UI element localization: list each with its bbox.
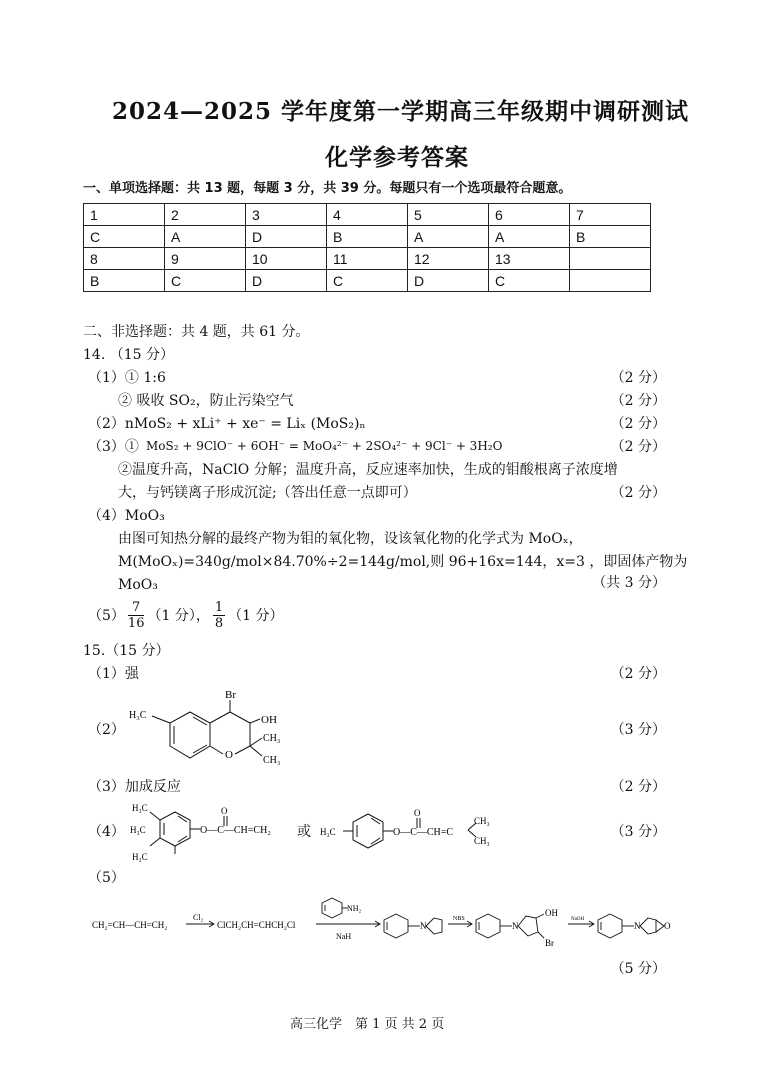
carbonyl-oxygen-label: O: [221, 806, 228, 816]
q14-p3a-equation: MoS₂ + 9ClO⁻ + 6OH⁻ = MoO₄²⁻ + 2SO₄²⁻ + 9Cl⁻ + 3H₂O: [146, 439, 503, 453]
nitrogen-label-2: N: [512, 921, 519, 931]
q15-p4: （4）: [88, 824, 125, 840]
fraction1-numerator: 7: [128, 600, 145, 616]
table-row: [84, 248, 651, 270]
q14-p5: [88, 600, 283, 631]
table-cell: [570, 248, 651, 270]
q15-p3: （3）加成反应: [88, 779, 181, 795]
q15-p5-synthesis-route: [90, 894, 690, 952]
page-title: 2024—2025 学年度第一学期高三年级期中调研测试: [112, 98, 690, 125]
page-footer: 高三化学 第 1 页 共 2 页: [290, 1017, 445, 1032]
q14-p5-mid: （1 分），: [147, 607, 210, 624]
q14-label: 14. （15 分）: [83, 347, 174, 363]
chlorine-reagent-label: Cl₂: [193, 913, 204, 922]
q14-p3b-score: （2 分）: [610, 485, 666, 501]
table-cell: 1: [84, 204, 165, 226]
q14-p5-fraction1: [128, 600, 145, 631]
table-cell: 2: [165, 204, 246, 226]
section1-heading: 一、单项选择题：共 13 题，每题 3 分，共 39 分。每题只有一个选项最符合题意。: [83, 181, 572, 196]
q14-p2: （2）nMoS₂ + xLi⁺ + xe⁻ = Liₓ (MoS₂)ₙ: [88, 416, 366, 432]
table-cell: B: [570, 226, 651, 248]
epoxide-oxygen-label: O: [664, 921, 671, 931]
q14-p2-score: （2 分）: [610, 416, 666, 432]
methyl-label-2: CH₃: [263, 755, 281, 766]
table-cell: D: [408, 270, 489, 292]
table-cell: D: [246, 226, 327, 248]
carbonyl-oxygen-label-2: O: [414, 808, 421, 818]
fraction2-numerator: 1: [214, 600, 224, 615]
q14-p5-fraction2: [213, 600, 225, 631]
table-row: [84, 204, 651, 226]
q14-p1b: ② 吸收 SO₂，防止污染空气: [118, 393, 294, 409]
q14-p1b-score: （2 分）: [610, 393, 666, 409]
nbs-reagent-label: NBS: [453, 916, 465, 922]
methyl-label-3: H₃C: [129, 710, 147, 721]
table-cell: 7: [570, 204, 651, 226]
naoh-reagent-label: NaOH: [571, 917, 585, 922]
q15-p2-structure: [120, 688, 320, 776]
table-cell: 12: [408, 248, 489, 270]
q14-p5-prefix: （5）: [88, 607, 125, 624]
q15-p3-score: （2 分）: [610, 779, 666, 795]
q15-p4-structure-2: [318, 806, 508, 854]
fraction1-denominator: 16: [127, 616, 145, 631]
table-cell: D: [246, 270, 327, 292]
q15-p5-score: （5 分）: [610, 961, 666, 977]
table-cell: 8: [84, 248, 165, 270]
table-cell: [570, 270, 651, 292]
table-cell: 3: [246, 204, 327, 226]
table-cell: 6: [489, 204, 570, 226]
hydroxy-label-2: OH: [545, 908, 558, 918]
bromo-label-2: Br: [545, 938, 554, 948]
methyl-label-a: H₃C: [132, 803, 148, 813]
q14-p3b-line1: ②温度升高，NaClO 分解；温度升高，反应速率加快，生成的钼酸根离子浓度增: [118, 462, 618, 478]
page-subtitle: 化学参考答案: [325, 144, 469, 171]
bromo-label: Br: [225, 689, 236, 701]
table-cell: A: [408, 226, 489, 248]
ester-group-label: O—C—CH=CH₂: [200, 825, 271, 836]
q14-p3a-prefix: （3）①: [88, 439, 139, 455]
methyl-label-e: CH₃: [474, 816, 490, 826]
table-cell: A: [165, 226, 246, 248]
butadiene-label: CH₂=CH—CH=CH₂: [92, 920, 168, 930]
q15-label: 15.（15 分）: [83, 643, 170, 659]
table-row: [84, 270, 651, 292]
q14-p3a-score: （2 分）: [610, 439, 666, 455]
hydroxy-label: OH: [261, 714, 277, 726]
q14-p1a-score: （2 分）: [610, 370, 666, 386]
q15-p4-score: （3 分）: [610, 824, 666, 840]
oxygen-label: O: [225, 749, 233, 761]
table-cell: 13: [489, 248, 570, 270]
q14-p3b-line2: 大，与钙镁离子形成沉淀;（答出任意一点即可）: [118, 485, 417, 501]
table-cell: C: [165, 270, 246, 292]
methyl-label-b: H₃C: [130, 825, 146, 835]
nitrogen-label-1: N: [420, 921, 427, 931]
q15-p1-score: （2 分）: [610, 666, 666, 682]
table-cell: C: [84, 226, 165, 248]
table-cell: C: [489, 270, 570, 292]
q15-p1: （1）强: [88, 666, 139, 682]
q15-p4-structure-1: [120, 798, 298, 864]
table-cell: B: [84, 270, 165, 292]
methyl-label-f: CH₃: [474, 836, 490, 846]
fraction2-denominator: 8: [214, 616, 224, 631]
methyl-label-d: H₃C: [320, 827, 336, 837]
amine-label: NH₂: [347, 904, 362, 913]
table-cell: 4: [327, 204, 408, 226]
q15-p2-score: （3 分）: [610, 722, 666, 738]
table-cell: 9: [165, 248, 246, 270]
q14-p1a: （1）① 1:6: [88, 370, 166, 386]
q14-p4-score: （共 3 分）: [592, 575, 666, 591]
q15-p2: （2）: [88, 722, 125, 738]
table-cell: C: [327, 270, 408, 292]
table-row: [84, 226, 651, 248]
q14-p5-end: （1 分）: [228, 607, 284, 624]
q15-p4-or: 或: [297, 824, 311, 840]
section2-heading: 二、非选择题：共 4 题，共 61 分。: [83, 324, 310, 340]
table-cell: A: [489, 226, 570, 248]
sodium-hydride-label: NaH: [336, 932, 352, 941]
q14-p4-line2: M(MoOₓ)=340g/mol×84.70%÷2=144g/mol,则 96+16x=144，x=3 ，即固体产物为: [118, 554, 688, 570]
q14-p4: （4）MoO₃: [88, 508, 165, 524]
q14-p4-line3: MoO₃: [118, 577, 158, 593]
ester-group-label-2: O—C—CH=C: [393, 827, 454, 838]
methyl-label-1: CH₃: [263, 733, 281, 744]
q15-p5: （5）: [88, 870, 125, 886]
q14-p4-line1: 由图可知热分解的最终产物为钼的氧化物，设该氧化物的化学式为 MoOₓ，: [118, 531, 583, 547]
methyl-label-c: H₃C: [132, 852, 148, 862]
table-cell: 10: [246, 248, 327, 270]
table-cell: B: [327, 226, 408, 248]
table-cell: 11: [327, 248, 408, 270]
dichlorobutene-label: ClCH₂CH=CHCH₂Cl: [217, 920, 296, 930]
table-cell: 5: [408, 204, 489, 226]
answer-table: [83, 203, 651, 292]
nitrogen-label-3: N: [634, 921, 641, 931]
